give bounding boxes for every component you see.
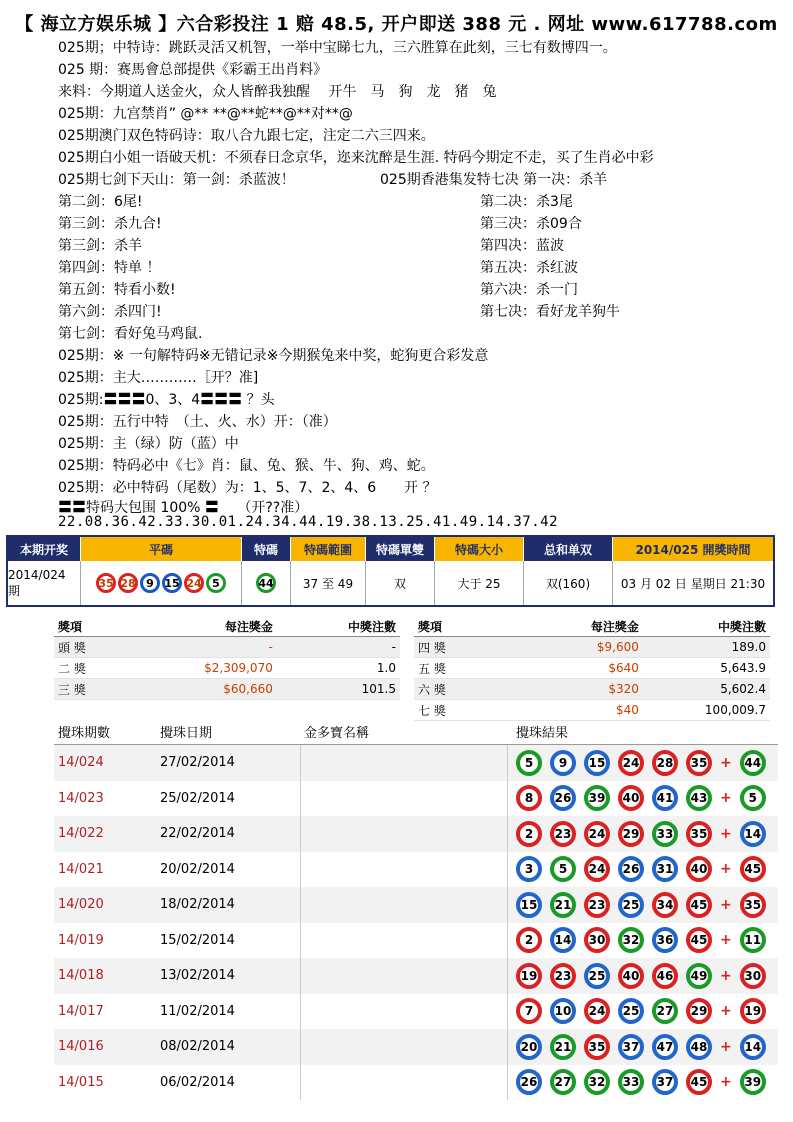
lottery-ball: 48 bbox=[686, 1034, 712, 1060]
lottery-ball: 27 bbox=[550, 1069, 576, 1095]
text-line: 025期：主大…………［开？准] bbox=[58, 370, 259, 386]
headline: 【 海立方娱乐城 】六合彩投注 1 赔 48.5, 开户即送 388 元 . 网址 www.617788.com bbox=[15, 14, 778, 35]
results-header-cell: 2014/025 開獎時間 bbox=[613, 537, 773, 561]
text-line: 〓〓特码大包围 100% 〓 （开??准） bbox=[58, 500, 309, 516]
history-date: 06/02/2014 bbox=[160, 1074, 235, 1090]
history-period: 14/017 bbox=[58, 1003, 104, 1019]
history-row bbox=[54, 1029, 778, 1065]
history-name bbox=[300, 994, 508, 1030]
lottery-ball: 26 bbox=[618, 856, 644, 882]
results-header-cell: 本期开奖 bbox=[8, 537, 81, 561]
history-name bbox=[300, 887, 508, 923]
lottery-ball: 24 bbox=[618, 750, 644, 776]
text-line: 025期七剑下天山：第一剑：杀蓝波！ bbox=[58, 172, 295, 188]
lottery-ball: 35 bbox=[686, 750, 712, 776]
lottery-ball: 26 bbox=[516, 1069, 542, 1095]
text-line: 025期：※ 一句解特码※无错记录※今期猴兔来中奖，蛇狗更合彩发意 bbox=[58, 348, 489, 364]
lottery-ball: 28 bbox=[652, 750, 678, 776]
history-header-row bbox=[54, 718, 778, 745]
lottery-ball: 29 bbox=[618, 821, 644, 847]
prize-row bbox=[54, 637, 400, 658]
history-period: 14/016 bbox=[58, 1039, 104, 1055]
lottery-ball: 31 bbox=[652, 856, 678, 882]
history-header-cell: 金多寶名稱 bbox=[304, 725, 370, 741]
special-ball bbox=[242, 561, 291, 605]
lottery-ball: 10 bbox=[550, 998, 576, 1024]
history-row bbox=[54, 923, 778, 959]
special-lottery-ball: 11 bbox=[740, 927, 766, 953]
history-balls bbox=[508, 998, 778, 1024]
prize-table-right bbox=[414, 616, 770, 721]
history-balls bbox=[508, 963, 778, 989]
history-row bbox=[54, 994, 778, 1030]
prize-count: 100,009.7 bbox=[704, 703, 766, 717]
history-row bbox=[54, 816, 778, 852]
lottery-ball: 15 bbox=[584, 750, 610, 776]
lottery-ball: 40 bbox=[618, 785, 644, 811]
special-lottery-ball: 44 bbox=[740, 750, 766, 776]
lottery-ball: 35 bbox=[686, 821, 712, 847]
prize-header-cell: 中獎注數 bbox=[717, 619, 766, 634]
prize-name: 頭 獎 bbox=[58, 640, 86, 655]
prize-header-cell: 中獎注數 bbox=[347, 619, 396, 634]
lottery-ball: 24 bbox=[184, 573, 204, 593]
text-line: 第五剑：特看小数! bbox=[58, 282, 176, 298]
text-line-right: 第四决：蓝波 bbox=[480, 238, 564, 254]
history-date: 25/02/2014 bbox=[160, 790, 235, 806]
text-line: 025期；中特诗：跳跃灵活又机智，一举中宝睇七九，三六胜算在此刻，三七有数博四一。 bbox=[58, 40, 617, 56]
lottery-ball: 23 bbox=[584, 892, 610, 918]
text-line-right: 第三决：杀09合 bbox=[480, 216, 582, 232]
history-balls bbox=[508, 821, 778, 847]
special-lottery-ball: 30 bbox=[740, 963, 766, 989]
prize-amount: $40 bbox=[615, 703, 639, 717]
history-name bbox=[300, 816, 508, 852]
results-header-row bbox=[8, 537, 773, 561]
history-balls bbox=[508, 927, 778, 953]
history-balls bbox=[508, 785, 778, 811]
text-line-right: 025期香港集发特七决 第一决：杀羊 bbox=[380, 172, 608, 188]
text-line-right: 第七决：看好龙羊狗牛 bbox=[480, 304, 620, 320]
results-header-cell: 特碼大小 bbox=[435, 537, 524, 561]
results-data-row bbox=[8, 561, 773, 605]
lottery-ball: 5 bbox=[550, 856, 576, 882]
plus-sign: + bbox=[720, 790, 732, 807]
text-line: 025 期：赛馬會总部提供《彩霸王出肖料》 bbox=[58, 62, 328, 78]
prize-count: 1.0 bbox=[376, 661, 396, 675]
history-date: 22/02/2014 bbox=[160, 826, 235, 842]
lottery-ball: 34 bbox=[652, 892, 678, 918]
lottery-ball: 2 bbox=[516, 927, 542, 953]
prize-name: 四 獎 bbox=[418, 640, 446, 655]
history-header-cell: 攪珠期數 bbox=[58, 725, 111, 741]
prize-count: 5,602.4 bbox=[720, 682, 766, 696]
plus-sign: + bbox=[720, 825, 732, 842]
history-row bbox=[54, 781, 778, 817]
special-lottery-ball: 19 bbox=[740, 998, 766, 1024]
special-lottery-ball: 5 bbox=[740, 785, 766, 811]
prize-count: 101.5 bbox=[361, 682, 396, 696]
plus-sign: + bbox=[720, 861, 732, 878]
prize-header-cell: 獎項 bbox=[418, 619, 443, 634]
history-date: 11/02/2014 bbox=[160, 1003, 235, 1019]
plus-sign: + bbox=[720, 967, 732, 984]
text-line-right: 第五决：杀红波 bbox=[480, 260, 578, 276]
text-line: 第七剑：看好兔马鸡鼠. bbox=[58, 326, 203, 342]
history-balls bbox=[508, 892, 778, 918]
prize-header-cell: 每注獎金 bbox=[590, 619, 639, 634]
lottery-ball: 25 bbox=[584, 963, 610, 989]
history-row bbox=[54, 887, 778, 923]
text-line: 第二剑：6尾! bbox=[58, 194, 143, 210]
prize-amount: - bbox=[268, 640, 273, 654]
history-balls bbox=[508, 856, 778, 882]
lottery-ball: 9 bbox=[550, 750, 576, 776]
prize-count: - bbox=[391, 640, 396, 654]
lottery-ball: 9 bbox=[140, 573, 160, 593]
lottery-ball: 7 bbox=[516, 998, 542, 1024]
prize-header-row bbox=[414, 616, 770, 637]
text-line: 第三剑：杀羊 bbox=[58, 238, 142, 254]
special-lottery-ball: 44 bbox=[256, 573, 276, 593]
lottery-ball: 28 bbox=[118, 573, 138, 593]
oddeven-cell: 双 bbox=[366, 561, 435, 605]
prize-name: 六 獎 bbox=[418, 682, 446, 697]
lottery-ball: 25 bbox=[618, 998, 644, 1024]
lottery-ball: 37 bbox=[652, 1069, 678, 1095]
history-header-cell: 攪珠結果 bbox=[516, 725, 569, 741]
history-name bbox=[300, 781, 508, 817]
lottery-ball: 46 bbox=[652, 963, 678, 989]
lottery-ball: 32 bbox=[618, 927, 644, 953]
text-line: 第四剑：特单 ！ bbox=[58, 260, 161, 276]
lottery-ball: 37 bbox=[618, 1034, 644, 1060]
period-cell: 2014/024 期 bbox=[8, 561, 81, 605]
lottery-ball: 25 bbox=[618, 892, 644, 918]
prize-count: 5,643.9 bbox=[720, 661, 766, 675]
text-line-right: 第六决：杀一门 bbox=[480, 282, 578, 298]
history-row bbox=[54, 852, 778, 888]
text-line: 025期：主（绿）防（蓝）中 bbox=[58, 436, 239, 452]
text-line: 来料：今期道人送金火，众人皆醉我独醒 开牛 马 狗 龙 猪 兔 bbox=[58, 84, 497, 100]
plus-sign: + bbox=[720, 1003, 732, 1020]
history-period: 14/021 bbox=[58, 861, 104, 877]
history-name bbox=[300, 745, 508, 781]
prize-amount: $60,660 bbox=[223, 682, 273, 696]
history-name bbox=[300, 1029, 508, 1065]
lottery-ball: 49 bbox=[686, 963, 712, 989]
lottery-ball: 41 bbox=[652, 785, 678, 811]
history-row bbox=[54, 958, 778, 994]
prize-name: 二 獎 bbox=[58, 661, 86, 676]
text-line: 025期澳门双色特码诗：取八合九跟七定，注定二六三四来。 bbox=[58, 128, 435, 144]
prize-header-cell: 獎項 bbox=[58, 619, 83, 634]
lottery-ball: 45 bbox=[686, 927, 712, 953]
lottery-ball: 24 bbox=[584, 998, 610, 1024]
text-line: 025期:〓〓〓0、3、4〓〓〓 ？头 bbox=[58, 392, 275, 408]
lottery-ball: 40 bbox=[618, 963, 644, 989]
lottery-ball: 24 bbox=[584, 856, 610, 882]
history-date: 13/02/2014 bbox=[160, 968, 235, 984]
prize-amount: $2,309,070 bbox=[204, 661, 273, 675]
history-name bbox=[300, 923, 508, 959]
history-name bbox=[300, 852, 508, 888]
lottery-ball: 20 bbox=[516, 1034, 542, 1060]
history-row bbox=[54, 745, 778, 781]
plus-sign: + bbox=[720, 1074, 732, 1091]
lottery-ball: 15 bbox=[162, 573, 182, 593]
history-period: 14/019 bbox=[58, 932, 104, 948]
prize-row bbox=[414, 658, 770, 679]
number-list: 22.08.36.42.33.30.01.24.34.44.19.38.13.25.41.49.14.37.42 bbox=[58, 514, 559, 530]
prize-row bbox=[414, 637, 770, 658]
results-header-cell: 特碼單雙 bbox=[366, 537, 435, 561]
history-table bbox=[54, 718, 778, 1100]
lottery-ball: 30 bbox=[584, 927, 610, 953]
history-period: 14/015 bbox=[58, 1074, 104, 1090]
results-header-cell: 特碼 bbox=[242, 537, 291, 561]
lottery-ball: 29 bbox=[686, 998, 712, 1024]
prize-row bbox=[414, 679, 770, 700]
lottery-ball: 24 bbox=[584, 821, 610, 847]
lottery-ball: 5 bbox=[206, 573, 226, 593]
text-line: 第三剑：杀九合! bbox=[58, 216, 162, 232]
history-balls bbox=[508, 750, 778, 776]
text-line-right: 第二决：杀3尾 bbox=[480, 194, 573, 210]
history-name bbox=[300, 958, 508, 994]
history-name bbox=[300, 1065, 508, 1101]
lottery-ball: 40 bbox=[686, 856, 712, 882]
draw-time-cell: 03 月 02 日 星期日 21:30 bbox=[620, 576, 766, 591]
history-period: 14/022 bbox=[58, 826, 104, 842]
prize-count: 189.0 bbox=[731, 640, 766, 654]
history-balls bbox=[508, 1069, 778, 1095]
lottery-ball: 27 bbox=[652, 998, 678, 1024]
lottery-ball: 32 bbox=[584, 1069, 610, 1095]
text-line: 025期：必中特码（尾数）为：1、5、7、2、4、6 开 ？ bbox=[58, 480, 437, 496]
results-header-cell: 总和单双 bbox=[524, 537, 613, 561]
sum-cell: 双(160) bbox=[524, 561, 613, 605]
lottery-ball: 23 bbox=[550, 821, 576, 847]
text-line: 025期：九宫禁肖” @** **@**蛇**@**对**@ bbox=[58, 106, 353, 122]
history-balls bbox=[508, 1034, 778, 1060]
lottery-ball: 36 bbox=[652, 927, 678, 953]
lottery-ball: 5 bbox=[516, 750, 542, 776]
history-date: 18/02/2014 bbox=[160, 897, 235, 913]
history-date: 27/02/2014 bbox=[160, 755, 235, 771]
range-cell: 37 至 49 bbox=[291, 561, 366, 605]
lottery-ball: 26 bbox=[550, 785, 576, 811]
text-line: 025期白小姐一语破天机：不须春日念京华，迩来沈醉是生涯. 特码今期定不走，买了生肖必中彩 bbox=[58, 150, 654, 166]
lottery-ball: 47 bbox=[652, 1034, 678, 1060]
history-period: 14/020 bbox=[58, 897, 104, 913]
lottery-ball: 2 bbox=[516, 821, 542, 847]
lottery-ball: 21 bbox=[550, 892, 576, 918]
lottery-ball: 23 bbox=[550, 963, 576, 989]
text-line: 第六剑：杀四门! bbox=[58, 304, 162, 320]
text-line: 025期：特码必中《七》肖：鼠、兔、猴、牛、狗、鸡、蛇。 bbox=[58, 458, 435, 474]
special-lottery-ball: 35 bbox=[740, 892, 766, 918]
lottery-ball: 45 bbox=[686, 892, 712, 918]
history-period: 14/018 bbox=[58, 968, 104, 984]
lottery-ball: 14 bbox=[550, 927, 576, 953]
prize-row bbox=[54, 658, 400, 679]
lottery-ball: 35 bbox=[584, 1034, 610, 1060]
lottery-ball: 3 bbox=[516, 856, 542, 882]
special-lottery-ball: 14 bbox=[740, 1034, 766, 1060]
prize-amount: $640 bbox=[608, 661, 639, 675]
plus-sign: + bbox=[720, 1038, 732, 1055]
results-header-cell: 平碼 bbox=[81, 537, 242, 561]
plus-sign: + bbox=[720, 896, 732, 913]
prize-table-left bbox=[54, 616, 400, 700]
history-header-cell: 攪珠日期 bbox=[160, 725, 213, 741]
plus-sign: + bbox=[720, 932, 732, 949]
special-lottery-ball: 14 bbox=[740, 821, 766, 847]
results-table bbox=[6, 535, 775, 607]
prize-name: 五 獎 bbox=[418, 661, 446, 676]
prize-row bbox=[54, 679, 400, 700]
lottery-ball: 35 bbox=[96, 573, 116, 593]
lottery-ball: 33 bbox=[652, 821, 678, 847]
plus-sign: + bbox=[720, 754, 732, 771]
history-date: 20/02/2014 bbox=[160, 861, 235, 877]
special-lottery-ball: 45 bbox=[740, 856, 766, 882]
prize-header-cell: 每注獎金 bbox=[224, 619, 273, 634]
lottery-ball: 33 bbox=[618, 1069, 644, 1095]
prize-name: 七 獎 bbox=[418, 703, 446, 718]
prize-header-row bbox=[54, 616, 400, 637]
history-row bbox=[54, 1065, 778, 1101]
prize-amount: $9,600 bbox=[596, 640, 639, 654]
size-cell: 大于 25 bbox=[435, 561, 524, 605]
lottery-ball: 45 bbox=[686, 1069, 712, 1095]
lottery-ball: 8 bbox=[516, 785, 542, 811]
history-date: 15/02/2014 bbox=[160, 932, 235, 948]
prize-amount: $320 bbox=[608, 682, 639, 696]
main-balls bbox=[81, 561, 242, 605]
results-header-cell: 特碼範圍 bbox=[291, 537, 366, 561]
text-line: 025期：五行中特 （土、火、水）开：（准） bbox=[58, 414, 337, 430]
lottery-ball: 19 bbox=[516, 963, 542, 989]
lottery-ball: 43 bbox=[686, 785, 712, 811]
special-lottery-ball: 39 bbox=[740, 1069, 766, 1095]
history-period: 14/024 bbox=[58, 755, 104, 771]
history-period: 14/023 bbox=[58, 790, 104, 806]
lottery-ball: 15 bbox=[516, 892, 542, 918]
history-date: 08/02/2014 bbox=[160, 1039, 235, 1055]
lottery-ball: 21 bbox=[550, 1034, 576, 1060]
prize-name: 三 獎 bbox=[58, 682, 86, 697]
lottery-ball: 39 bbox=[584, 785, 610, 811]
